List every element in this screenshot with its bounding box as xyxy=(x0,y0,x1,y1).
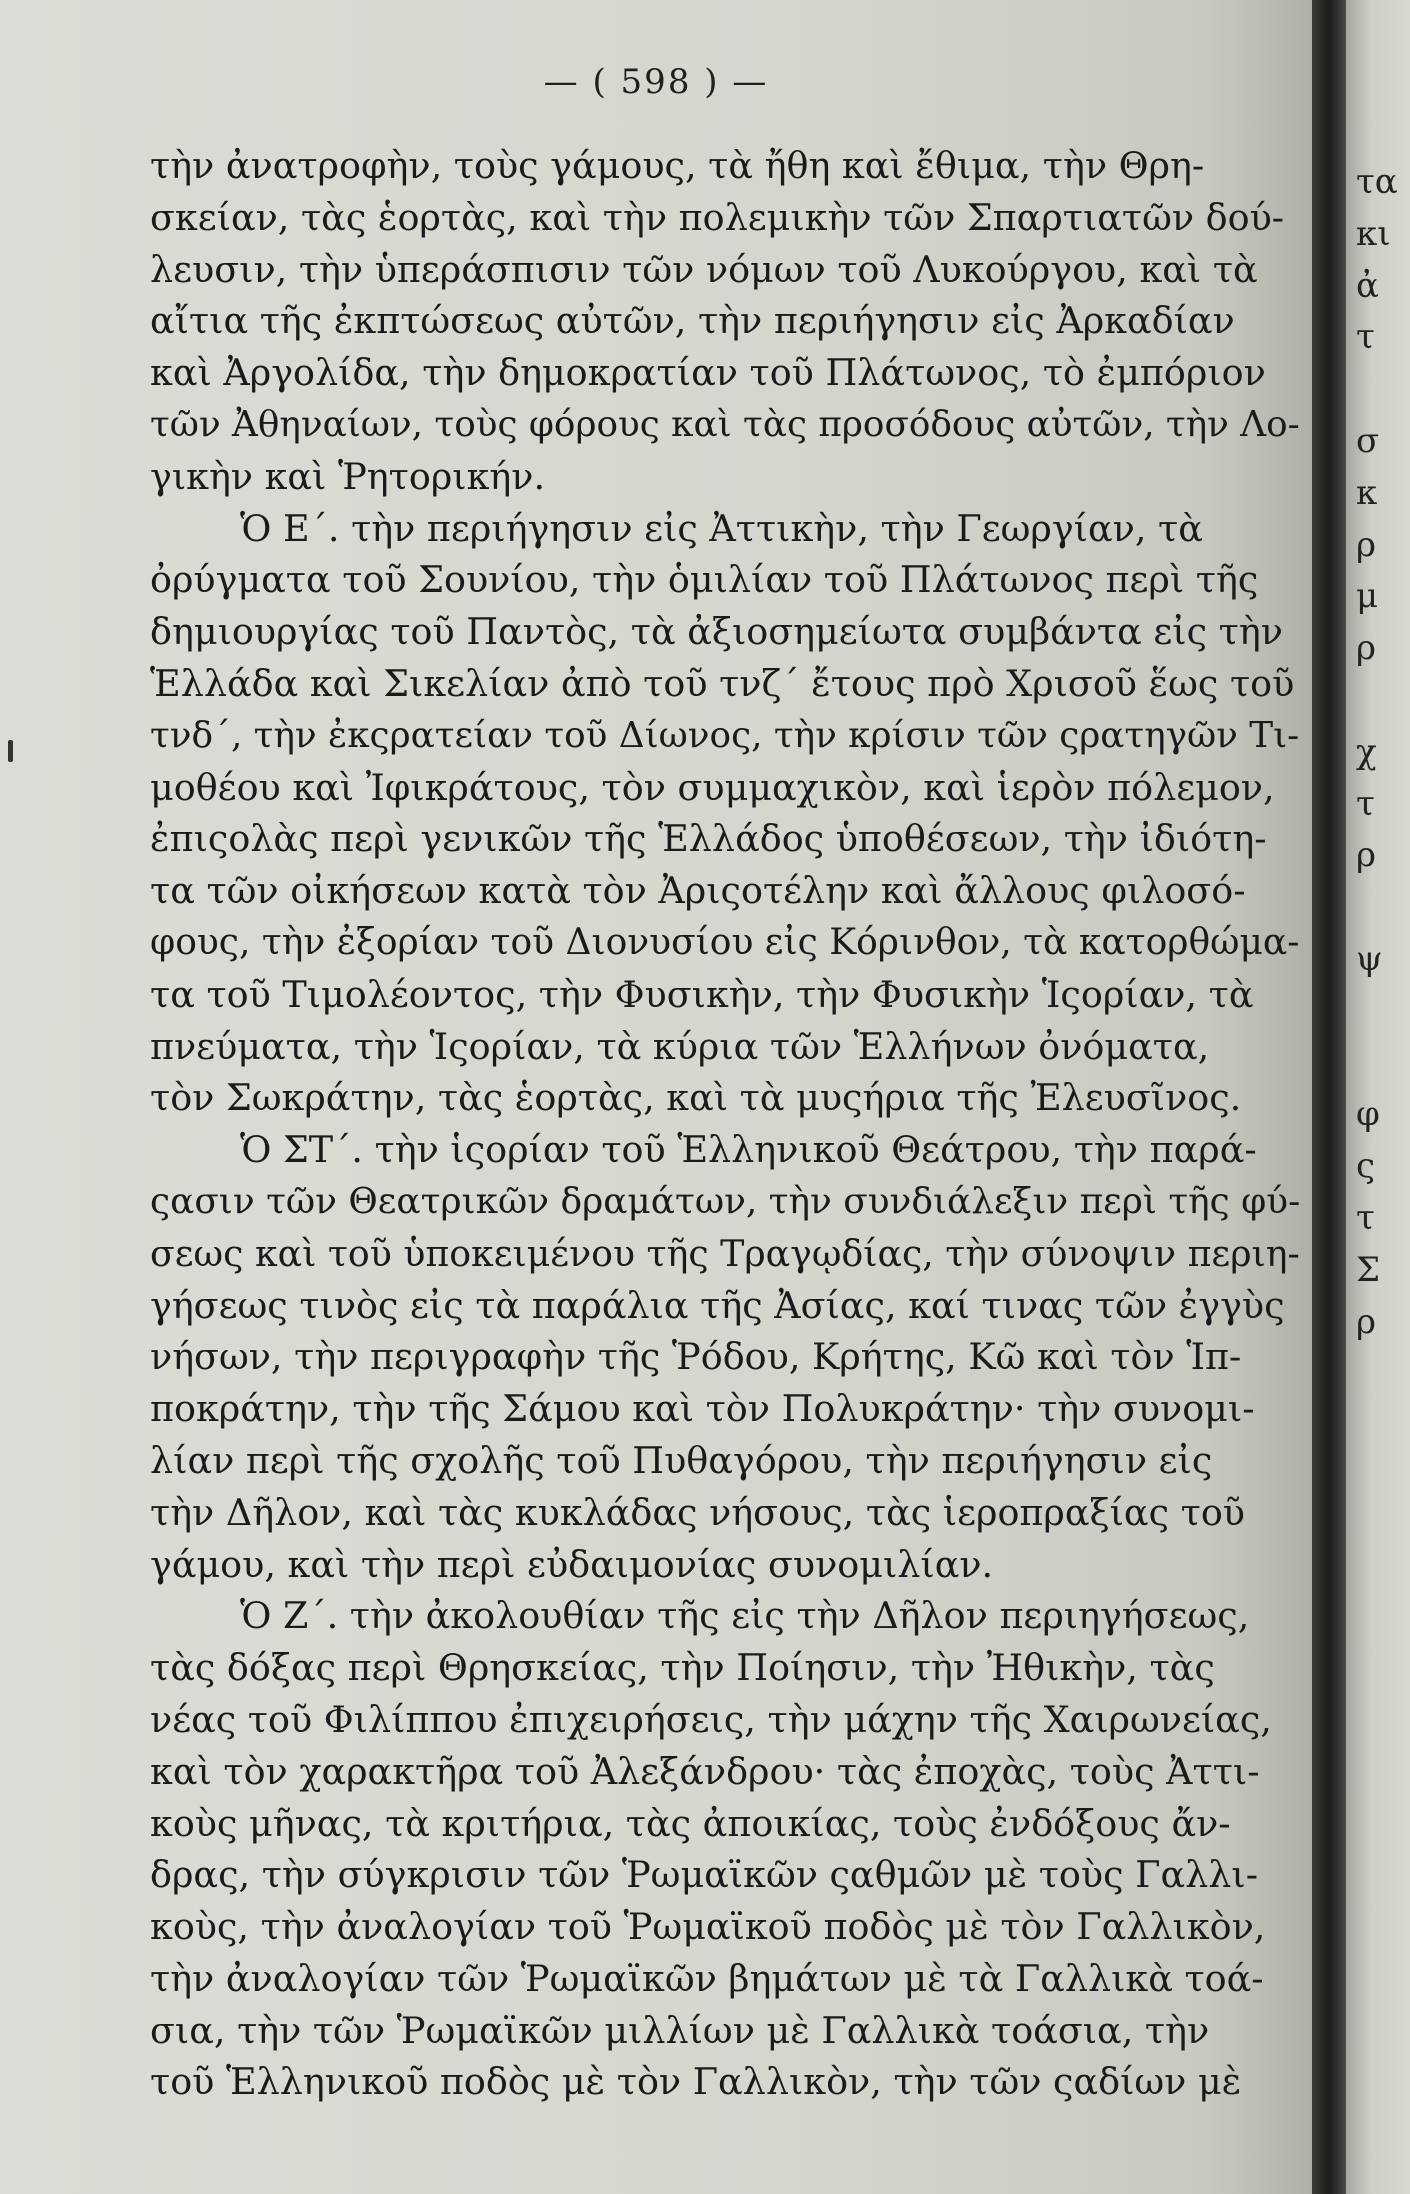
text-line: φους, τὴν ἐξορίαν τοῦ Διονυσίου εἰς Κόρινθον, τὰ κατορθώμα- xyxy=(150,921,1300,963)
text-line: λευσιν, τὴν ὑπεράσπισιν τῶν νόμων τοῦ Λυκούργου, καὶ τὰ xyxy=(150,247,1258,291)
adjacent-page-fragment: ς xyxy=(1356,1146,1376,1187)
adjacent-page-fragment: ἀ xyxy=(1356,265,1379,306)
text-line: τῶν Ἀθηναίων, τοὺς φόρους καὶ τὰς προσόδους αὐτῶν, τὴν Λο- xyxy=(150,403,1300,445)
text-line: τοῦ Ἑλληνικοῦ ποδὸς μὲ τὸν Γαλλικὸν, τὴν τῶν ςαδίων μὲ xyxy=(150,2060,1242,2104)
text-line: σια, τὴν τῶν Ῥωμαϊκῶν μιλλίων μὲ Γαλλικὰ τοάσια, τὴν xyxy=(150,2008,1210,2052)
text-line: τα τῶν οἰκήσεων κατὰ τὸν Ἀριςοτέλην καὶ ἄλλους φιλοσό- xyxy=(150,869,1246,913)
text-line: πνεύματα, τὴν Ἱςορίαν, τὰ κύρια τῶν Ἑλλήνων ὀνόματα, xyxy=(150,1024,1210,1068)
adjacent-page-fragment: ρ xyxy=(1356,524,1376,565)
adjacent-page-fragment: τ xyxy=(1356,317,1375,358)
text-line: μοθέου καὶ Ἰφικράτους, τὸν συμμαχικὸν, καὶ ἱερὸν πόλεμον, xyxy=(150,765,1275,809)
text-line: τα τοῦ Τιμολέοντος, τὴν Φυσικὴν, τὴν Φυσικὴν Ἱςορίαν, τὰ xyxy=(150,972,1254,1016)
text-line: τὴν Δῆλον, καὶ τὰς κυκλάδας νήσους, τὰς ἱεροπραξίας τοῦ xyxy=(150,1490,1245,1534)
adjacent-page-fragment: τα xyxy=(1356,162,1398,202)
body-text xyxy=(150,140,1310,2108)
adjacent-page-edge xyxy=(1346,0,1410,2194)
text-line: ὀρύγματα τοῦ Σουνίου, τὴν ὁμιλίαν τοῦ Πλάτωνος περὶ τῆς xyxy=(150,558,1259,602)
text-line: τὴν ἀναλογίαν τῶν Ῥωμαϊκῶν βημάτων μὲ τὰ Γαλλικὰ τοά- xyxy=(150,1956,1264,2000)
adjacent-page-fragment: ψ xyxy=(1356,939,1383,979)
text-line: σκείαν, τὰς ἑορτὰς, καὶ τὴν πολεμικὴν τῶν Σπαρτιατῶν δού- xyxy=(150,195,1285,239)
book-gutter xyxy=(1312,0,1346,2194)
adjacent-page-fragment: ρ xyxy=(1356,835,1376,876)
text-line: ποκράτην, τὴν τῆς Σάμου καὶ τὸν Πολυκράτην· τὴν συνομι- xyxy=(150,1387,1255,1431)
text-line: γικὴν καὶ Ῥητορικήν. xyxy=(150,454,546,498)
text-line: ἐπιςολὰς περὶ γενικῶν τῆς Ἑλλάδος ὑποθέσεων, τὴν ἰδιότη- xyxy=(150,817,1267,861)
adjacent-page-fragment: Σ xyxy=(1356,1249,1381,1290)
text-line: αἴτια τῆς ἐκπτώσεως αὐτῶν, τὴν περιήγησιν εἰς Ἀρκαδίαν xyxy=(150,299,1235,343)
page-number: — ( 598 ) — xyxy=(543,62,769,102)
text-line: νέας τοῦ Φιλίππου ἐπιχειρήσεις, τὴν μάχην τῆς Χαιρωνείας, xyxy=(150,1697,1272,1741)
adjacent-page-fragment: σ xyxy=(1356,421,1380,461)
text-line: τὰς δόξας περὶ Θρησκείας, τὴν Ποίησιν, τὴν Ἠθικὴν, τὰς xyxy=(150,1646,1215,1690)
text-line: καὶ τὸν χαρακτῆρα τοῦ Ἀλεξάνδρου· τὰς ἐποχὰς, τοὺς Ἀττι- xyxy=(150,1749,1260,1793)
text-line: ςασιν τῶν Θεατρικῶν δραμάτων, τὴν συνδιάλεξιν περὶ τῆς φύ- xyxy=(150,1180,1301,1222)
adjacent-page-fragment: χ xyxy=(1356,731,1377,772)
text-line: κοὺς, τὴν ἀναλογίαν τοῦ Ῥωμαϊκοῦ ποδὸς μὲ τὸν Γαλλικὸν, xyxy=(150,1905,1266,1949)
text-line: δρας, τὴν σύγκρισιν τῶν Ῥωμαϊκῶν ςαθμῶν μὲ τοὺς Γαλλι- xyxy=(150,1853,1259,1897)
text-line: νήσων, τὴν περιγραφὴν τῆς Ῥόδου, Κρήτης, Κῶ καὶ τὸν Ἱπ- xyxy=(150,1335,1242,1379)
adjacent-page-fragment: φ xyxy=(1356,1094,1380,1135)
text-line: τὸν Σωκράτην, τὰς ἑορτὰς, καὶ τὰ μυςήρια τῆς Ἐλευσῖνος. xyxy=(150,1076,1242,1120)
text-line: κοὺς μῆνας, τὰ κριτήρια, τὰς ἀποικίας, τοὺς ἐνδόξους ἄν- xyxy=(150,1801,1231,1845)
text-line: Ὁ Ε΄. τὴν περιήγησιν εἰς Ἀττικὴν, τὴν Γεωργίαν, τὰ xyxy=(240,506,1203,550)
text-line: τνδ΄, τὴν ἐκςρατείαν τοῦ Δίωνος, τὴν κρίσιν τῶν ςρατηγῶν Τι- xyxy=(150,714,1300,756)
text-line: Ἑλλάδα καὶ Σικελίαν ἀπὸ τοῦ τνζ΄ ἔτους πρὸ Χρισοῦ ἕως τοῦ xyxy=(150,661,1295,705)
text-line: γάμου, καὶ τὴν περὶ εὐδαιμονίας συνομιλίαν. xyxy=(150,1542,994,1586)
adjacent-page-fragment: τ xyxy=(1356,783,1375,824)
adjacent-page-fragment: τ xyxy=(1356,1198,1375,1238)
text-line: λίαν περὶ τῆς σχολῆς τοῦ Πυθαγόρου, τὴν περιήγησιν εἰς xyxy=(150,1438,1213,1482)
text-line: καὶ Ἀργολίδα, τὴν δημοκρατίαν τοῦ Πλάτωνος, τὸ ἐμπόριον xyxy=(150,351,1266,395)
text-line: τὴν ἀνατροφὴν, τοὺς γάμους, τὰ ἤθη καὶ ἔθιμα, τὴν Θρη- xyxy=(150,144,1205,187)
text-line: γήσεως τινὸς εἰς τὰ παράλια τῆς Ἀσίας, καί τινας τῶν ἐγγὺς xyxy=(150,1283,1285,1327)
adjacent-page-fragment: ρ xyxy=(1356,628,1376,669)
adjacent-page-fragment: κ xyxy=(1356,472,1378,513)
text-line: δημιουργίας τοῦ Παντὸς, τὰ ἀξιοσημείωτα συμβάντα εἰς τὴν xyxy=(150,610,1283,654)
adjacent-page-fragment: κι xyxy=(1356,213,1391,254)
text-line: Ὁ Ζ΄. τὴν ἀκολουθίαν τῆς εἰς τὴν Δῆλον περιηγήσεως, xyxy=(240,1594,1250,1638)
adjacent-page-fragment: μ xyxy=(1356,576,1379,617)
ink-blot-mark xyxy=(8,740,13,762)
adjacent-page-fragment: ρ xyxy=(1356,1301,1376,1342)
text-line: σεως καὶ τοῦ ὑποκειμένου τῆς Τραγῳδίας, τὴν σύνοψιν περιη- xyxy=(150,1231,1300,1275)
text-line: Ὁ ΣΤ΄. τὴν ἱςορίαν τοῦ Ἑλληνικοῦ Θεάτρου, τὴν παρά- xyxy=(240,1128,1257,1172)
